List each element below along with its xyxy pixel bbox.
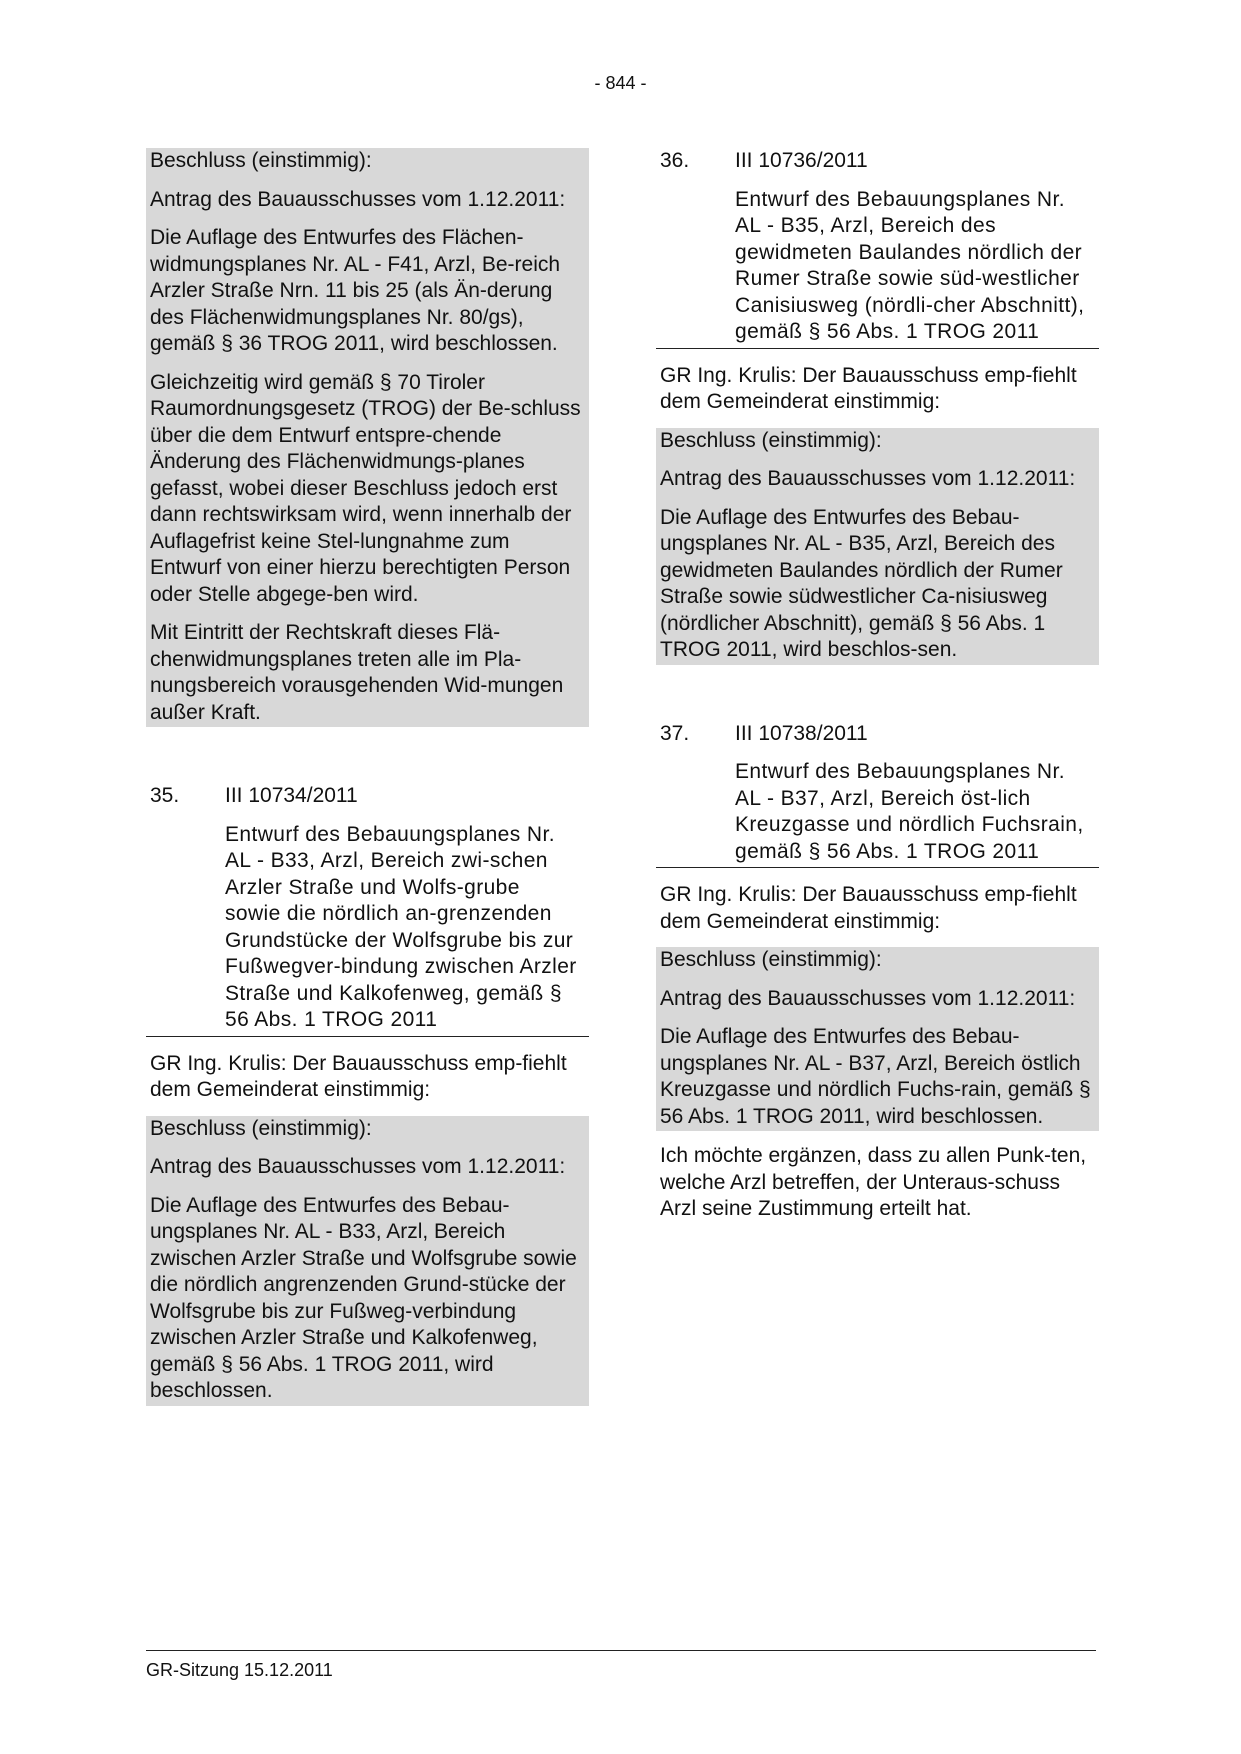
resolution-heading: Beschluss (einstimmig): [660, 948, 882, 971]
left-column [146, 148, 589, 1406]
motion-heading: Antrag des Bauausschusses vom 1.12.2011: [150, 1155, 566, 1178]
item-reference: III 10738/2011 [735, 721, 868, 745]
agenda-item-header [656, 148, 1099, 175]
resolution-box [146, 1116, 589, 1406]
resolution-paragraph: Die Auflage des Entwurfes des Bebau-ungsplanes Nr. AL - B35, Arzl, Bereich des gewidmeten Baulandes nördlich der Rumer Straße sowie südwestlicher Ca-nisiusweg (nördlicher Abschnitt), gemäß § 56 Abs. 1 TROG 2011, wird beschlos-sen. [660, 505, 1063, 661]
resolution-box [656, 428, 1099, 665]
motion-heading: Antrag des Bauausschusses vom 1.12.2011: [660, 467, 1076, 490]
closing-remark: Ich möchte ergänzen, dass zu allen Punk-ten, welche Arzl betreffen, der Unteraus-schuss Arzl seine Zustimmung erteilt hat. [660, 1144, 1087, 1220]
resolution-box [146, 148, 589, 727]
resolution-paragraph: Die Auflage des Entwurfes des Bebau-ungsplanes Nr. AL - B37, Arzl, Bereich östlich Kreuzgasse und nördlich Fuchs-rain, gemäß § 56 Abs. 1 TROG 2011, wird beschlossen. [660, 1025, 1091, 1128]
agenda-item-header [656, 721, 1099, 748]
resolution-heading: Beschluss (einstimmig): [150, 149, 372, 172]
resolution-heading: Beschluss (einstimmig): [660, 428, 882, 452]
item-intro: GR Ing. Krulis: Der Bauausschuss emp-fiehlt dem Gemeinderat einstimmig: [660, 883, 1077, 933]
resolution-heading: Beschluss (einstimmig): [150, 1116, 372, 1140]
motion-heading: Antrag des Bauausschusses vom 1.12.2011: [660, 986, 1076, 1010]
item-reference: III 10736/2011 [735, 149, 868, 172]
item-intro: GR Ing. Krulis: Der Bauausschuss emp-fiehlt dem Gemeinderat einstimmig: [150, 1051, 567, 1101]
item-intro: GR Ing. Krulis: Der Bauausschuss emp-fiehlt dem Gemeinderat einstimmig: [660, 363, 1077, 413]
resolution-box [656, 947, 1099, 1131]
resolution-paragraph: Gleichzeitig wird gemäß § 70 Tiroler Raumordnungsgesetz (TROG) der Be-schluss über die dem Entwurf entspre-chende Änderung des Flächenwidmungs-planes gefasst, wobei dieser Beschluss jedoch erst dann rechtswirksam wird, wenn innerhalb der Auflagefrist keine Stel-lungnahme zum Entwurf von einer hierzu berechtigten Person oder Stelle abgege-ben wird. [150, 370, 581, 606]
footer-session-date: GR-Sitzung 15.12.2011 [146, 1650, 1096, 1684]
item-reference: III 10734/2011 [225, 784, 358, 807]
resolution-paragraph: Die Auflage des Entwurfes des Flächen-widmungsplanes Nr. AL - F41, Arzl, Be-reich Arzler Straße Nrn. 11 bis 25 (als Än-derung des Flächenwidmungsplanes Nr. 80/gs), gemäß § 36 TROG 2011, wird beschlossen. [150, 226, 561, 355]
item-number: 37. [660, 721, 690, 745]
motion-heading: Antrag des Bauausschusses vom 1.12.2011: [150, 187, 566, 211]
item-title: Entwurf des Bebauungsplanes Nr. AL - B33, Arzl, Bereich zwi-schen Arzler Straße und Wolfs-grube sowie die nördlich an-grenzenden Grundstücke der Wolfsgrube bis zur Fußwegver-bindung zwischen Arzler Straße und Kalkofenweg, gemäß § 56 Abs. 1 TROG 2011 [146, 822, 589, 1037]
page-number: - 844 - [594, 73, 647, 93]
agenda-item-header [146, 783, 589, 810]
right-column [656, 148, 1099, 1235]
item-number: 36. [660, 149, 690, 172]
item-title: Entwurf des Bebauungsplanes Nr. AL - B35, Arzl, Bereich des gewidmeten Baulandes nördlich der Rumer Straße sowie süd-westlicher Canisiusweg (nördli-cher Abschnitt), gemäß § 56 Abs. 1 TROG 2011 [656, 187, 1099, 349]
item-number: 35. [150, 784, 180, 807]
resolution-paragraph: Mit Eintritt der Rechtskraft dieses Flä-chenwidmungsplanes treten alle im Pla-nungsbereich vorausgehenden Wid-mungen außer Kraft. [150, 621, 564, 724]
item-title: Entwurf des Bebauungsplanes Nr. AL - B37, Arzl, Bereich öst-lich Kreuzgasse und nördlich Fuchsrain, gemäß § 56 Abs. 1 TROG 2011 [656, 759, 1099, 868]
resolution-paragraph: Die Auflage des Entwurfes des Bebau-ungsplanes Nr. AL - B33, Arzl, Bereich zwischen Arzler Straße und Wolfsgrube sowie die nördlich angrenzenden Grund-stücke der Wolfsgrube bis zur Fußweg-verbindung zwischen Arzler Straße und Kalkofenweg, gemäß § 56 Abs. 1 TROG 2011, wird beschlossen. [150, 1193, 577, 1402]
